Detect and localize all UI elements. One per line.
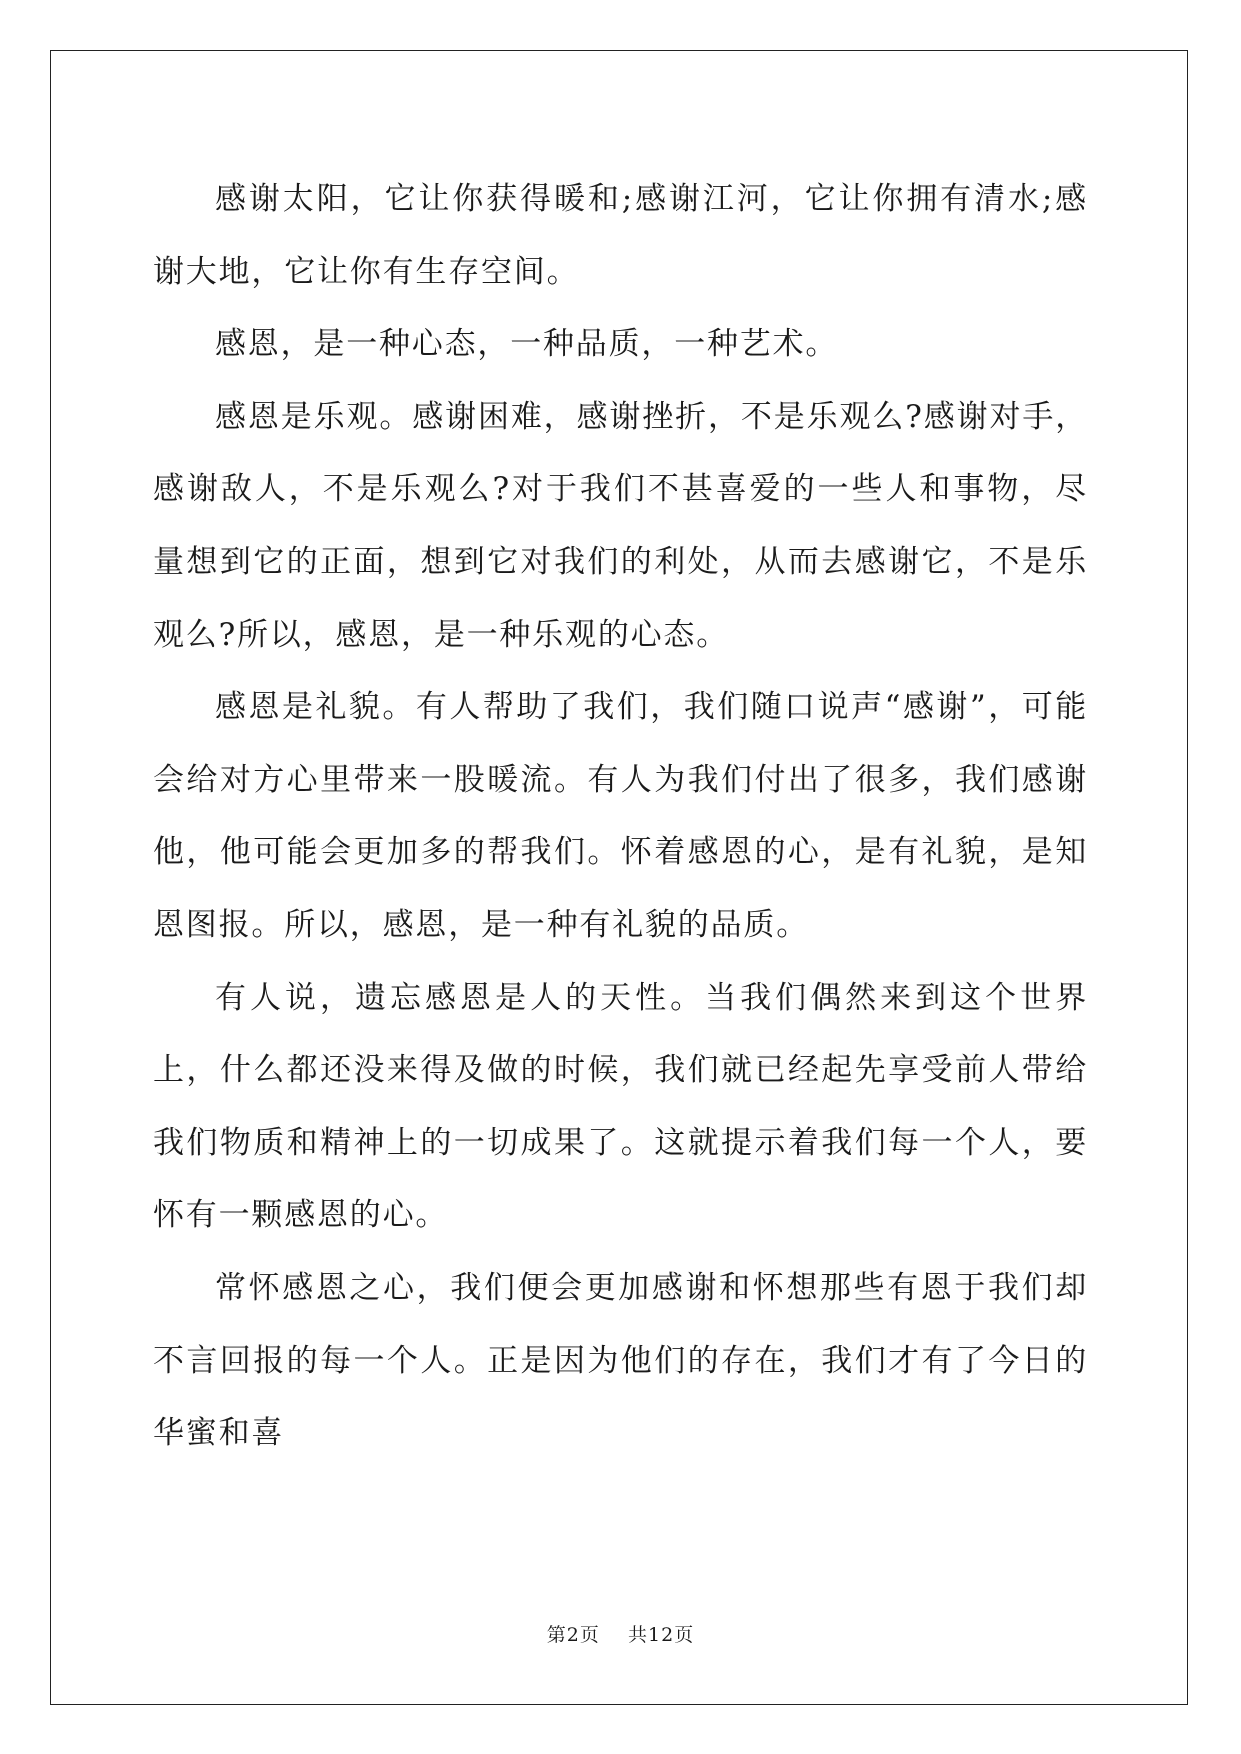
paragraph: 常怀感恩之心，我们便会更加感谢和怀想那些有恩于我们却不言回报的每一个人。正是因为他们的存在，我们才有了今日的华蜜和喜 <box>153 1269 1088 1452</box>
paragraph: 感恩是乐观。感谢困难，感谢挫折，不是乐观么?感谢对手，感谢敌人，不是乐观么?对于我们不甚喜爱的一些人和事物，尽量想到它的正面，想到它对我们的利处，从而去感谢它，不是乐观么?所以，感恩，是一种乐观的心态。 <box>153 398 1088 653</box>
document-body <box>153 163 1088 1470</box>
paragraph: 感恩是礼貌。有人帮助了我们，我们随口说声“感谢”，可能会给对方心里带来一股暖流。有人为我们付出了很多，我们感谢他，他可能会更加多的帮我们。怀着感恩的心，是有礼貌，是知恩图报。所以，感恩，是一种有礼貌的品质。 <box>153 689 1088 943</box>
paragraph: 感恩，是一种心态，一种品质，一种艺术。 <box>215 326 839 363</box>
page-total: 共12页 <box>628 1624 695 1646</box>
page-footer <box>0 1620 1241 1647</box>
paragraph: 有人说，遗忘感恩是人的天性。当我们偶然来到这个世界上，什么都还没来得及做的时候，我们就已经起先享受前人带给我们物质和精神上的一切成果了。这就提示着我们每一个人，要怀有一颗感恩的心。 <box>153 979 1088 1234</box>
paragraph: 感谢太阳，它让你获得暖和;感谢江河，它让你拥有清水;感谢大地，它让你有生存空间。 <box>153 181 1088 290</box>
page-number: 第2页 <box>546 1624 600 1646</box>
